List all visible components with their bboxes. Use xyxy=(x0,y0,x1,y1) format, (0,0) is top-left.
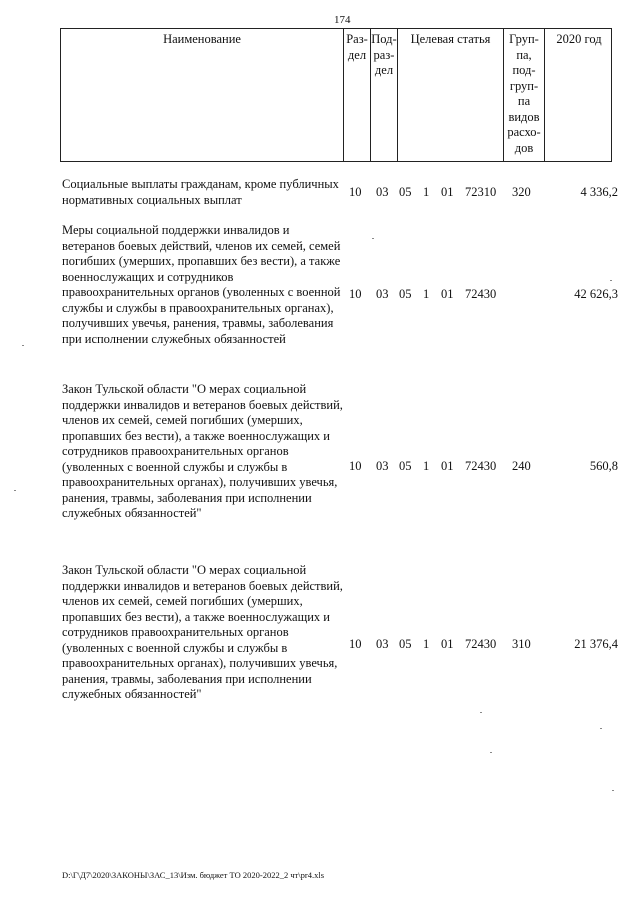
scan-speck xyxy=(480,712,482,713)
file-path-footer: D:\Г\Д7\2020\ЗАКОНЫ\ЗАС_13\Изм. бюджет ТО 2020-2022_2 чт\pr4.xls xyxy=(62,870,325,880)
row-group: 320 xyxy=(512,185,531,199)
row-amount: 4 336,2 xyxy=(580,185,618,199)
row-amount: 21 376,4 xyxy=(574,637,618,651)
row-name: Закон Тульской области "О мерах социальной поддержки инвалидов и ветеранов боевых действий, членов их семей, семей погибших (умерших, пропавших без вести), а также военнослужащих и сотрудников правоохранительных органов (уволенных с военной службы и службы в правоохранительных органах), получивших увечья, ранения, травмы, заболевания при исполнении служебных обязанностей" xyxy=(62,563,343,701)
header-group: Груп- па, под- груп- па видов расхо- дов xyxy=(503,29,544,161)
row-code-2: 1 xyxy=(423,185,430,199)
scan-speck xyxy=(22,345,24,346)
table-header xyxy=(60,28,612,162)
row-razdel: 10 xyxy=(349,459,362,473)
row-name: Меры социальной поддержки инвалидов и ветеранов боевых действий, членов их семей, семей погибших (умерших, пропавших без вести), а также военнослужащих и сотрудников правоохранительных органов (уволенных с военной службы и службы в правоохранительных органах), получивших увечья, ранения, травмы, заболевания при исполнении служебных обязанностей xyxy=(62,223,341,346)
row-code-4: 72430 xyxy=(465,637,497,651)
row-code-2: 1 xyxy=(423,459,430,473)
row-code-1: 05 xyxy=(399,459,412,473)
row-code-4: 72430 xyxy=(465,287,497,301)
row-amount: 42 626,3 xyxy=(574,287,618,301)
row-amount: 560,8 xyxy=(589,459,618,473)
row-podrazdel: 03 xyxy=(376,287,389,301)
row-group: 310 xyxy=(512,637,531,651)
row-name: Закон Тульской области "О мерах социальной поддержки инвалидов и ветеранов боевых действий, членов их семей, семей погибших (умерших, пропавших без вести), а также военнослужащих и сотрудников правоохранительных органов (уволенных с военной службы и службы в правоохранительных органах), получивших увечья, ранения, травмы, заболевания при исполнении служебных обязанностей" xyxy=(62,382,343,520)
header-year: 2020 год xyxy=(544,29,613,161)
row-code-4: 72430 xyxy=(465,459,497,473)
row-razdel: 10 xyxy=(349,185,362,199)
row-code-3: 01 xyxy=(441,459,454,473)
header-name: Наименование xyxy=(163,32,241,46)
scan-speck xyxy=(14,490,16,491)
scan-speck xyxy=(612,790,614,791)
scan-speck xyxy=(600,728,602,729)
header-target: Целевая статья xyxy=(397,29,503,161)
row-code-2: 1 xyxy=(423,287,430,301)
row-podrazdel: 03 xyxy=(376,459,389,473)
row-razdel: 10 xyxy=(349,287,362,301)
row-podrazdel: 03 xyxy=(376,185,389,199)
row-group: 240 xyxy=(512,459,531,473)
row-name: Социальные выплаты гражданам, кроме публичных нормативных социальных выплат xyxy=(62,177,339,207)
row-code-2: 1 xyxy=(423,637,430,651)
row-code-3: 01 xyxy=(441,287,454,301)
scan-speck xyxy=(610,280,612,281)
row-code-3: 01 xyxy=(441,185,454,199)
row-code-1: 05 xyxy=(399,287,412,301)
scan-speck xyxy=(490,752,492,753)
header-podrazdel: Под- раз- дел xyxy=(370,29,397,161)
scan-speck xyxy=(372,238,374,239)
row-code-4: 72310 xyxy=(465,185,497,199)
row-code-1: 05 xyxy=(399,637,412,651)
row-code-3: 01 xyxy=(441,637,454,651)
row-razdel: 10 xyxy=(349,637,362,651)
page-number: 174 xyxy=(334,14,351,26)
row-code-1: 05 xyxy=(399,185,412,199)
header-razdel: Раз- дел xyxy=(343,29,370,161)
row-podrazdel: 03 xyxy=(376,637,389,651)
